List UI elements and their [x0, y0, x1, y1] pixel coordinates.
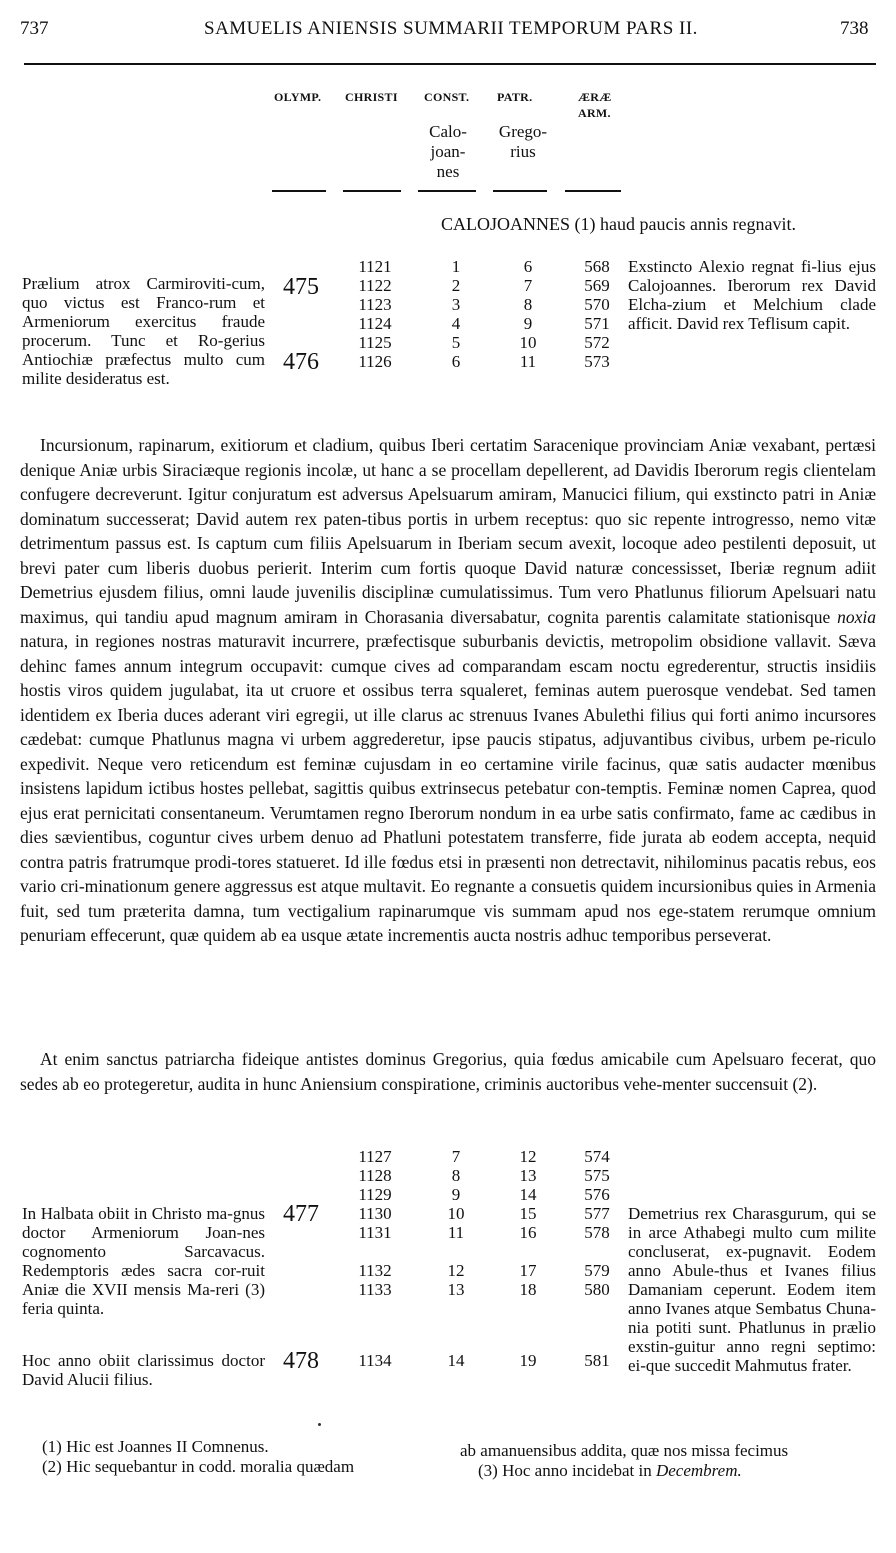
page-number-left: 737 [20, 18, 49, 39]
reign-caption: CALOJOANNES (1) haud paucis annis regnavit. [441, 214, 796, 234]
olympiad-number: 475 [283, 274, 319, 300]
christi-column: 1127 1128 1129 1130 1131 1132 1133 [358, 1147, 392, 1299]
col-christi: CHRISTI [345, 90, 398, 104]
col-patr: PATR. [497, 90, 533, 104]
olympiad-number: 478 [283, 1348, 319, 1374]
const-column: 1 2 3 4 5 6 [451, 257, 461, 371]
running-title: SAMUELIS ANIENSIS SUMMARII TEMPORUM PARS II. [204, 18, 698, 39]
col-rule [272, 190, 326, 192]
footnote-2: (2) Hic sequebantur in codd. moralia quædam [42, 1457, 355, 1476]
col-const: CONST. [424, 90, 470, 104]
left-note-3: Hoc anno obiit clarissimus doctor David Alucii filius. [22, 1351, 265, 1389]
olympiad-number: 477 [283, 1201, 319, 1227]
christi-column: 1121 1122 1123 1124 1125 1126 [358, 257, 392, 371]
right-note-2: Demetrius rex Charasgurum, qui se in arce Athabegi multo cum milite concluserat, ex-pugnavit. Eodem anno Abule-thus et Ivanes filius Damaniam ceperunt. Eodem item anno Ivanes atque Sembatus Chuna-nia potiti sunt. Phatlunus in prælio exstin-guitur anno regni septimo: ei-que succedit Mahmutus frater. [628, 1204, 876, 1375]
footnote-3: (3) Hoc anno incidebat in Decembrem. [478, 1461, 742, 1480]
aerae-column: 574 575 576 577 578 579 580 [584, 1147, 610, 1299]
col-rule [493, 190, 547, 192]
left-note-1: Prælium atrox Carmiroviti-cum, quo victus est Franco-rum et Armeniorum exercitus fraude procerum. Tunc et Ro-gerius Antiochiæ præfectus multo cum milite desideratus est. [22, 274, 265, 388]
footnote-2-continued: ab amanuensibus addita, quæ nos missa fecimus [460, 1441, 789, 1460]
col-rule [343, 190, 401, 192]
aerae-column: 568 569 570 571 572 573 [584, 257, 610, 371]
col-rule [565, 190, 621, 192]
const-cell: 14 [447, 1351, 465, 1370]
christi-cell: 1134 [358, 1351, 392, 1370]
printer-mark [318, 1423, 321, 1426]
left-note-2: In Halbata obiit in Christo ma-gnus doctor Armeniorum Joan-nes cognomento Sarcavacus. Redemptoris ædes sacra cor-ruit Aniæ die XVII mensis Ma-reri (3) feria quinta. [22, 1204, 265, 1318]
header-rule [24, 63, 876, 65]
const-ruler-name: Calo- joan- nes [429, 122, 467, 181]
patr-column: 6 7 8 9 10 11 [519, 257, 537, 371]
patr-column: 12 13 14 15 16 17 18 [519, 1147, 537, 1299]
patr-cell: 19 [519, 1351, 537, 1370]
body-paragraph-2: At enim sanctus patriarcha fideique antistes dominus Gregorius, quia fœdus amicabile cum Apelsuaro fecerat, quo sedes ab eo protegeretur, audita in hunc Aniensium conspiratione, criminis auctoribus vehe-menter succensuit (2). [20, 1049, 876, 1094]
right-note-1: Exstincto Alexio regnat fi-lius ejus Calojoannes. Iberorum rex David Elcha-zium et Melchium clade afficit. David rex Teflisum capit. [628, 257, 876, 333]
col-rule [418, 190, 476, 192]
page-number-right: 738 [840, 18, 869, 39]
col-olymp: OLYMP. [274, 90, 322, 104]
col-aerae: ÆRÆ [578, 90, 612, 104]
olympiad-number: 476 [283, 349, 319, 375]
col-aerae-2: ARM. [578, 106, 611, 120]
aerae-cell: 581 [584, 1351, 610, 1370]
body-paragraph-1: Incursionum, rapinarum, exitiorum et cladium, quibus Iberi certatim Saracenique provinciam Aniæ vexabant, pertæsi denique Aniæ urbis Siraciæque regionis incolæ, ut hanc a se procellam depellerent, ad Davidis Iberorum regis clientelam confugere decreverunt. Igitur conjuratum est adversus Apelsuarum amiram, Manucici filium, qui exstincto patri in Aniæ dominatum successerat; David autem rex paten-tibus portis in urbem receptus: quo sic repente introgresso, nemo vitæ detrimentum passus est. Is captum cum filiis Apelsuarum in Iberiam secum avexit, locoque adeo pestilenti deposuit, ut brevi pater cum liberis duobus perierit. Interim cum fortis quoque David naturæ concessisset, Iberiæ regnum adiit Demetrius ejusdem filius, omni laude juvenilis disciplinæ cumulatissimus. Tum vero Phatlunus filiorum Apelsuari natu maximus, qui tandiu apud magnum amiram in Chorasania diversabatur, cognita parentis calamitate stationisque noxia natura, in regiones nostras maturavit incurrere, præfectisque suburbanis devictis, metropolim obsidione vallavit. Sæva dehinc fames annum integrum occupavit: cumque cives ad comparandam escam noctu egrederentur, structis insidiis hostis viros quidem jugulabat, ita ut cruore et ossibus terra squaleret, feminas autem puerosque vendebat. Sed tamen identidem ex Iberia duces aderant viri egregii, ut ille clarus ac strenuus Ivanes Abulethi filius qui forti animo incursores cædebat: cumque Phatlunus magna vi urbem aggrederetur, ipse paucis stipatus, adjuvantibus civibus, urbem pe-riculo expedivit. Neque vero reticendum est feminæ cujusdam in eo certamine virile facinus, quæ satis audacter mœnibus insistens lapidum ictibus hostes pellebat, sagittis quibus extrinsecus petebatur con-temptis. Feminæ nomen Caprea, quod ejus erat pernicitati consentaneum. Verumtamen regno Iberorum nondum in ea urbe satis confirmato, fame ac cædibus in dies sævientibus, coguntur cives urbem denuo ad Phatluni potestatem transferre, fide jurata ab eodem accepta, nequid contra patris fratrumque prodi-tores statueret. Id ille fœdus etsi in præsenti non detrectavit, nihilominus pacatis rebus, eos vario cri-minationum genere aggressus est atque multavit. Eo regnante a consuetis quidem incursionibus quies in Armenia fuit, sed tum præterita damna, tum vectigalium rapinarumque vis summam apud nos ege-statem rerumque omnium penuriam effecerunt, quæ quidem ab ea usque ætate incrementis aucta nostris adhuc temporibus perseverat. [20, 435, 877, 945]
footnote-1: (1) Hic est Joannes II Comnenus. [42, 1437, 269, 1456]
const-column: 7 8 9 10 11 12 13 [447, 1147, 465, 1299]
patr-ruler-name: Grego- rius [498, 122, 548, 161]
